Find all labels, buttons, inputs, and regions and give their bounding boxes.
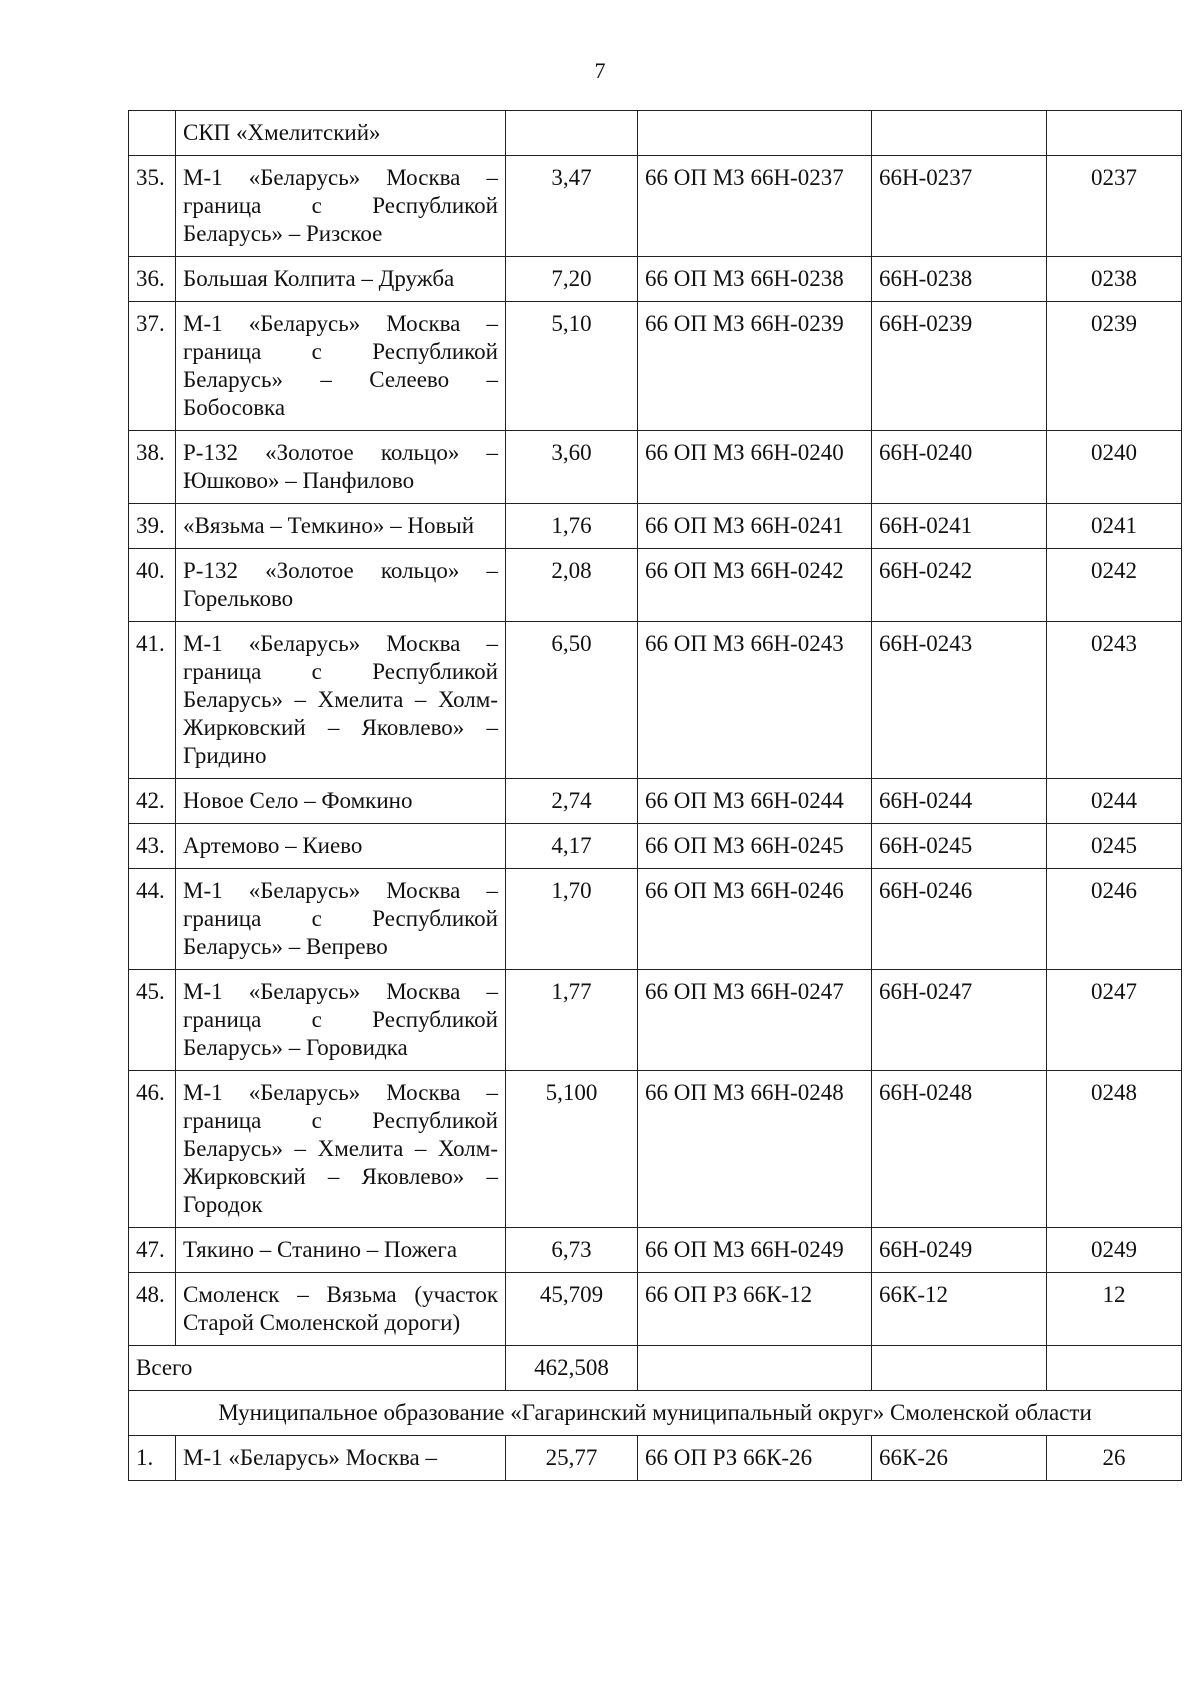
- cell-road-id: 66 ОП МЗ 66Н-0237: [638, 156, 872, 257]
- cell-road-id: 66 ОП МЗ 66Н-0249: [638, 1228, 872, 1273]
- cell-length: 6,50: [506, 622, 638, 779]
- cell-road-id: 66 ОП МЗ 66Н-0243: [638, 622, 872, 779]
- cell-registry-number: 66Н-0238: [872, 257, 1047, 302]
- table-row: [129, 869, 1182, 970]
- cell-number: 46.: [129, 1071, 176, 1228]
- cell-road-id: 66 ОП РЗ 66К-12: [638, 1273, 872, 1346]
- cell-number: 37.: [129, 302, 176, 431]
- cell-code: 0238: [1047, 257, 1182, 302]
- cell-road-name: Р-132 «Золотое кольцо» – Горельково: [176, 549, 506, 622]
- cell-road-id: 66 ОП МЗ 66Н-0248: [638, 1071, 872, 1228]
- cell-length: 1,77: [506, 970, 638, 1071]
- cell-number: 40.: [129, 549, 176, 622]
- cell-length: 2,74: [506, 779, 638, 824]
- cell-road-id: 66 ОП РЗ 66К-26: [638, 1436, 872, 1481]
- cell-length: 3,47: [506, 156, 638, 257]
- cell-code: [1047, 1346, 1182, 1391]
- cell-code: 0245: [1047, 824, 1182, 869]
- cell-registry-number: 66Н-0249: [872, 1228, 1047, 1273]
- cell-road-name: М-1 «Беларусь» Москва –: [176, 1436, 506, 1481]
- table-row: [129, 1228, 1182, 1273]
- cell-number: [129, 111, 176, 156]
- cell-road-name: Артемово – Киево: [176, 824, 506, 869]
- cell-registry-number: 66Н-0245: [872, 824, 1047, 869]
- cell-number: 36.: [129, 257, 176, 302]
- cell-registry-number: 66Н-0243: [872, 622, 1047, 779]
- total-label: Всего: [129, 1346, 506, 1391]
- table-row: [129, 824, 1182, 869]
- cell-length: 5,100: [506, 1071, 638, 1228]
- cell-length: 5,10: [506, 302, 638, 431]
- table-row: [129, 1436, 1182, 1481]
- cell-length: 4,17: [506, 824, 638, 869]
- cell-code: 0243: [1047, 622, 1182, 779]
- cell-road-id: [638, 1346, 872, 1391]
- cell-length: 25,77: [506, 1436, 638, 1481]
- cell-code: 0241: [1047, 504, 1182, 549]
- section-title: Муниципальное образование «Гагаринский муниципальный округ» Смоленской области: [129, 1391, 1182, 1436]
- cell-road-name: М-1 «Беларусь» Москва – граница с Республикой Беларусь» – Вепрево: [176, 869, 506, 970]
- table-row: [129, 622, 1182, 779]
- cell-length: [506, 111, 638, 156]
- cell-number: 47.: [129, 1228, 176, 1273]
- cell-number: 48.: [129, 1273, 176, 1346]
- cell-registry-number: 66Н-0242: [872, 549, 1047, 622]
- cell-code: 0237: [1047, 156, 1182, 257]
- cell-length: 3,60: [506, 431, 638, 504]
- cell-code: 0247: [1047, 970, 1182, 1071]
- cell-road-id: 66 ОП МЗ 66Н-0240: [638, 431, 872, 504]
- table-row: [129, 302, 1182, 431]
- cell-registry-number: 66Н-0239: [872, 302, 1047, 431]
- table-row: [129, 504, 1182, 549]
- roads-table-body: [129, 111, 1182, 1481]
- cell-length: 6,73: [506, 1228, 638, 1273]
- cell-number: 43.: [129, 824, 176, 869]
- cell-registry-number: 66Н-0241: [872, 504, 1047, 549]
- table-row: [129, 431, 1182, 504]
- cell-road-id: 66 ОП МЗ 66Н-0247: [638, 970, 872, 1071]
- cell-registry-number: 66Н-0246: [872, 869, 1047, 970]
- cell-registry-number: [872, 111, 1047, 156]
- cell-code: 0249: [1047, 1228, 1182, 1273]
- cell-road-name: СКП «Хмелитский»: [176, 111, 506, 156]
- cell-registry-number: 66Н-0248: [872, 1071, 1047, 1228]
- cell-road-id: 66 ОП МЗ 66Н-0244: [638, 779, 872, 824]
- table-row: [129, 779, 1182, 824]
- cell-length: 45,709: [506, 1273, 638, 1346]
- cell-road-name: «Вязьма – Темкино» – Новый: [176, 504, 506, 549]
- table-row: [129, 970, 1182, 1071]
- cell-road-name: М-1 «Беларусь» Москва – граница с Республикой Беларусь» – Хмелита – Холм-Жирковский – Яковлево» – Городок: [176, 1071, 506, 1228]
- cell-registry-number: 66Н-0244: [872, 779, 1047, 824]
- table-row: [129, 549, 1182, 622]
- cell-code: 12: [1047, 1273, 1182, 1346]
- section-header-row: [129, 1391, 1182, 1436]
- cell-number: 1.: [129, 1436, 176, 1481]
- cell-road-name: Новое Село – Фомкино: [176, 779, 506, 824]
- table-row-continuation: [129, 111, 1182, 156]
- cell-road-id: 66 ОП МЗ 66Н-0245: [638, 824, 872, 869]
- cell-number: 38.: [129, 431, 176, 504]
- cell-number: 45.: [129, 970, 176, 1071]
- cell-road-name: Р-132 «Золотое кольцо» – Юшково» – Панфилово: [176, 431, 506, 504]
- cell-registry-number: 66К-12: [872, 1273, 1047, 1346]
- cell-road-name: М-1 «Беларусь» Москва – граница с Республикой Беларусь» – Селеево – Бобосовка: [176, 302, 506, 431]
- total-length: 462,508: [506, 1346, 638, 1391]
- cell-registry-number: 66Н-0247: [872, 970, 1047, 1071]
- cell-road-name: М-1 «Беларусь» Москва – граница с Республикой Беларусь» – Горовидка: [176, 970, 506, 1071]
- cell-number: 44.: [129, 869, 176, 970]
- cell-code: 0246: [1047, 869, 1182, 970]
- table-row: [129, 1273, 1182, 1346]
- cell-code: 26: [1047, 1436, 1182, 1481]
- cell-code: 0248: [1047, 1071, 1182, 1228]
- table-row: [129, 1071, 1182, 1228]
- page-number: 7: [594, 58, 606, 83]
- cell-registry-number: 66Н-0237: [872, 156, 1047, 257]
- cell-road-id: 66 ОП МЗ 66Н-0242: [638, 549, 872, 622]
- cell-road-id: 66 ОП МЗ 66Н-0239: [638, 302, 872, 431]
- cell-number: 41.: [129, 622, 176, 779]
- cell-number: 42.: [129, 779, 176, 824]
- cell-road-name: Большая Колпита – Дружба: [176, 257, 506, 302]
- roads-table: [128, 110, 1182, 1481]
- total-row: [129, 1346, 1182, 1391]
- cell-road-name: М-1 «Беларусь» Москва – граница с Республикой Беларусь» – Ризское: [176, 156, 506, 257]
- cell-code: 0239: [1047, 302, 1182, 431]
- cell-registry-number: 66Н-0240: [872, 431, 1047, 504]
- cell-length: 1,70: [506, 869, 638, 970]
- cell-code: 0240: [1047, 431, 1182, 504]
- cell-registry-number: 66К-26: [872, 1436, 1047, 1481]
- cell-code: 0244: [1047, 779, 1182, 824]
- cell-length: 1,76: [506, 504, 638, 549]
- table-row: [129, 156, 1182, 257]
- cell-code: 0242: [1047, 549, 1182, 622]
- cell-road-id: 66 ОП МЗ 66Н-0238: [638, 257, 872, 302]
- cell-number: 39.: [129, 504, 176, 549]
- table-row: [129, 257, 1182, 302]
- cell-road-id: 66 ОП МЗ 66Н-0241: [638, 504, 872, 549]
- cell-registry-number: [872, 1346, 1047, 1391]
- cell-number: 35.: [129, 156, 176, 257]
- cell-road-id: [638, 111, 872, 156]
- cell-length: 7,20: [506, 257, 638, 302]
- cell-length: 2,08: [506, 549, 638, 622]
- cell-code: [1047, 111, 1182, 156]
- cell-road-name: Смоленск – Вязьма (участок Старой Смоленской дороги): [176, 1273, 506, 1346]
- cell-road-id: 66 ОП МЗ 66Н-0246: [638, 869, 872, 970]
- cell-road-name: М-1 «Беларусь» Москва – граница с Республикой Беларусь» – Хмелита – Холм-Жирковский – Яковлево» – Гридино: [176, 622, 506, 779]
- cell-road-name: Тякино – Станино – Пожега: [176, 1228, 506, 1273]
